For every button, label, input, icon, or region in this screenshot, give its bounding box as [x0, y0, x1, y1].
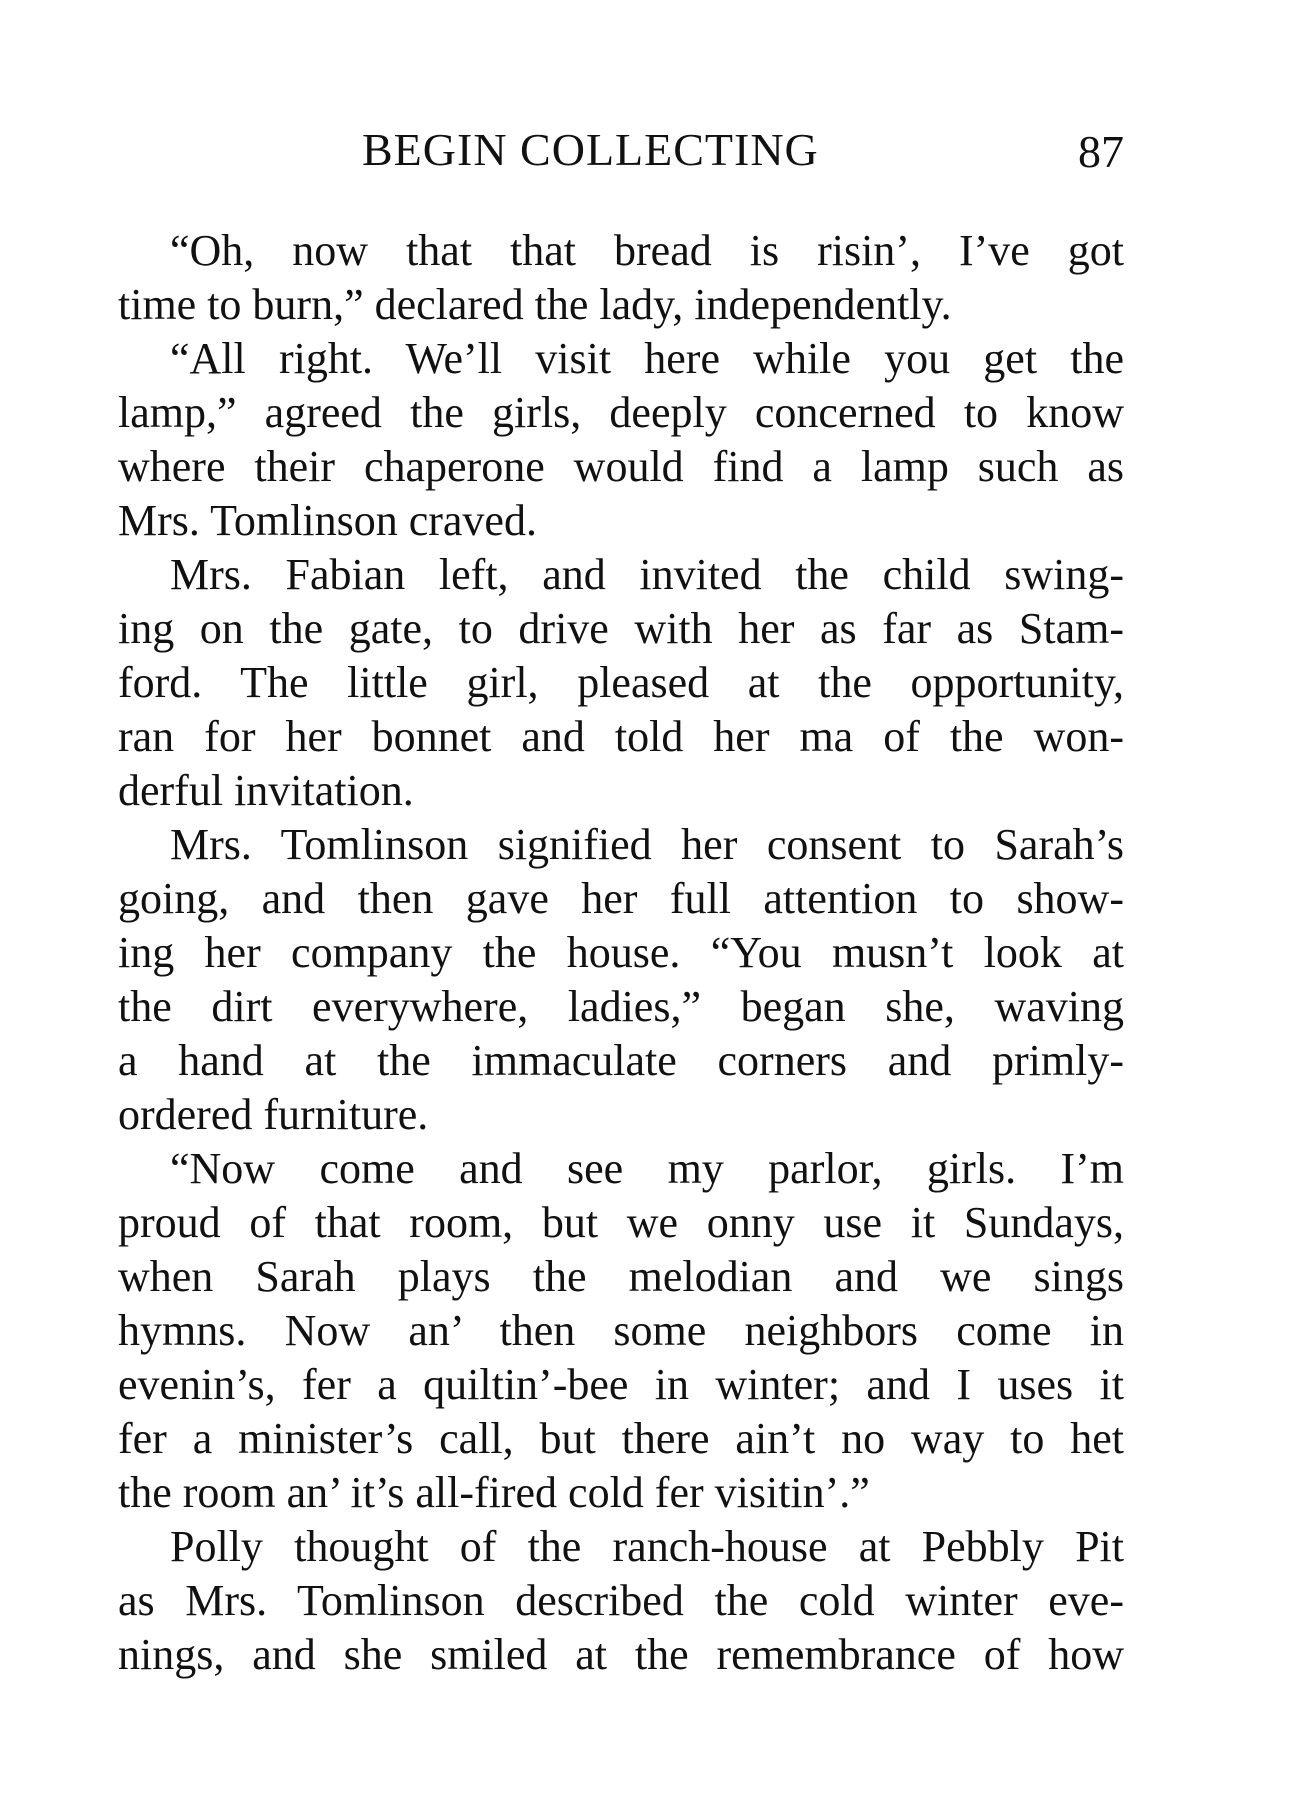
- text-line: “All right. We’ll visit here while you get the: [170, 334, 1124, 383]
- text-line: the room an’ it’s all-fired cold fer visitin’.”: [118, 1468, 870, 1517]
- page-header: [118, 120, 1124, 180]
- text-line: “Now come and see my parlor, girls. I’m: [170, 1144, 1124, 1193]
- text-line: going, and then gave her full attention to show-: [118, 874, 1124, 923]
- body-text: [118, 224, 1124, 1682]
- text-line: time to burn,” declared the lady, independently.: [118, 280, 952, 329]
- text-line: ran for her bonnet and told her ma of the won-: [118, 712, 1124, 761]
- text-line: Mrs. Tomlinson craved.: [118, 496, 537, 545]
- text-line: derful invitation.: [118, 766, 414, 815]
- text-line: proud of that room, but we onny use it Sundays,: [118, 1198, 1124, 1247]
- text-line: Mrs. Fabian left, and invited the child swing-: [170, 550, 1124, 599]
- text-line: Polly thought of the ranch-house at Pebbly Pit: [170, 1522, 1124, 1571]
- running-head: BEGIN COLLECTING: [362, 124, 819, 175]
- text-line: Mrs. Tomlinson signified her consent to Sarah’s: [170, 820, 1124, 869]
- text-line: nings, and she smiled at the remembrance of how: [118, 1630, 1124, 1679]
- text-line: fer a minister’s call, but there ain’t no way to het: [118, 1414, 1124, 1463]
- text-line: evenin’s, fer a quiltin’-bee in winter; and I uses it: [118, 1360, 1124, 1409]
- text-line: where their chaperone would find a lamp such as: [118, 442, 1124, 491]
- text-line: “Oh, now that that bread is risin’, I’ve got: [170, 226, 1124, 275]
- text-line: ing her company the house. “You musn’t look at: [118, 928, 1124, 977]
- page-number: 87: [1078, 126, 1124, 177]
- text-line: ford. The little girl, pleased at the opportunity,: [118, 658, 1124, 707]
- text-line: a hand at the immaculate corners and primly-: [118, 1036, 1124, 1085]
- text-line: when Sarah plays the melodian and we sings: [118, 1252, 1124, 1301]
- text-line: the dirt everywhere, ladies,” began she, waving: [118, 982, 1124, 1031]
- text-line: ordered furniture.: [118, 1090, 429, 1139]
- text-line: hymns. Now an’ then some neighbors come in: [118, 1306, 1124, 1355]
- text-line: lamp,” agreed the girls, deeply concerned to know: [118, 388, 1124, 437]
- text-line: as Mrs. Tomlinson described the cold winter eve-: [118, 1576, 1124, 1625]
- text-line: ing on the gate, to drive with her as far as Stam-: [118, 604, 1124, 653]
